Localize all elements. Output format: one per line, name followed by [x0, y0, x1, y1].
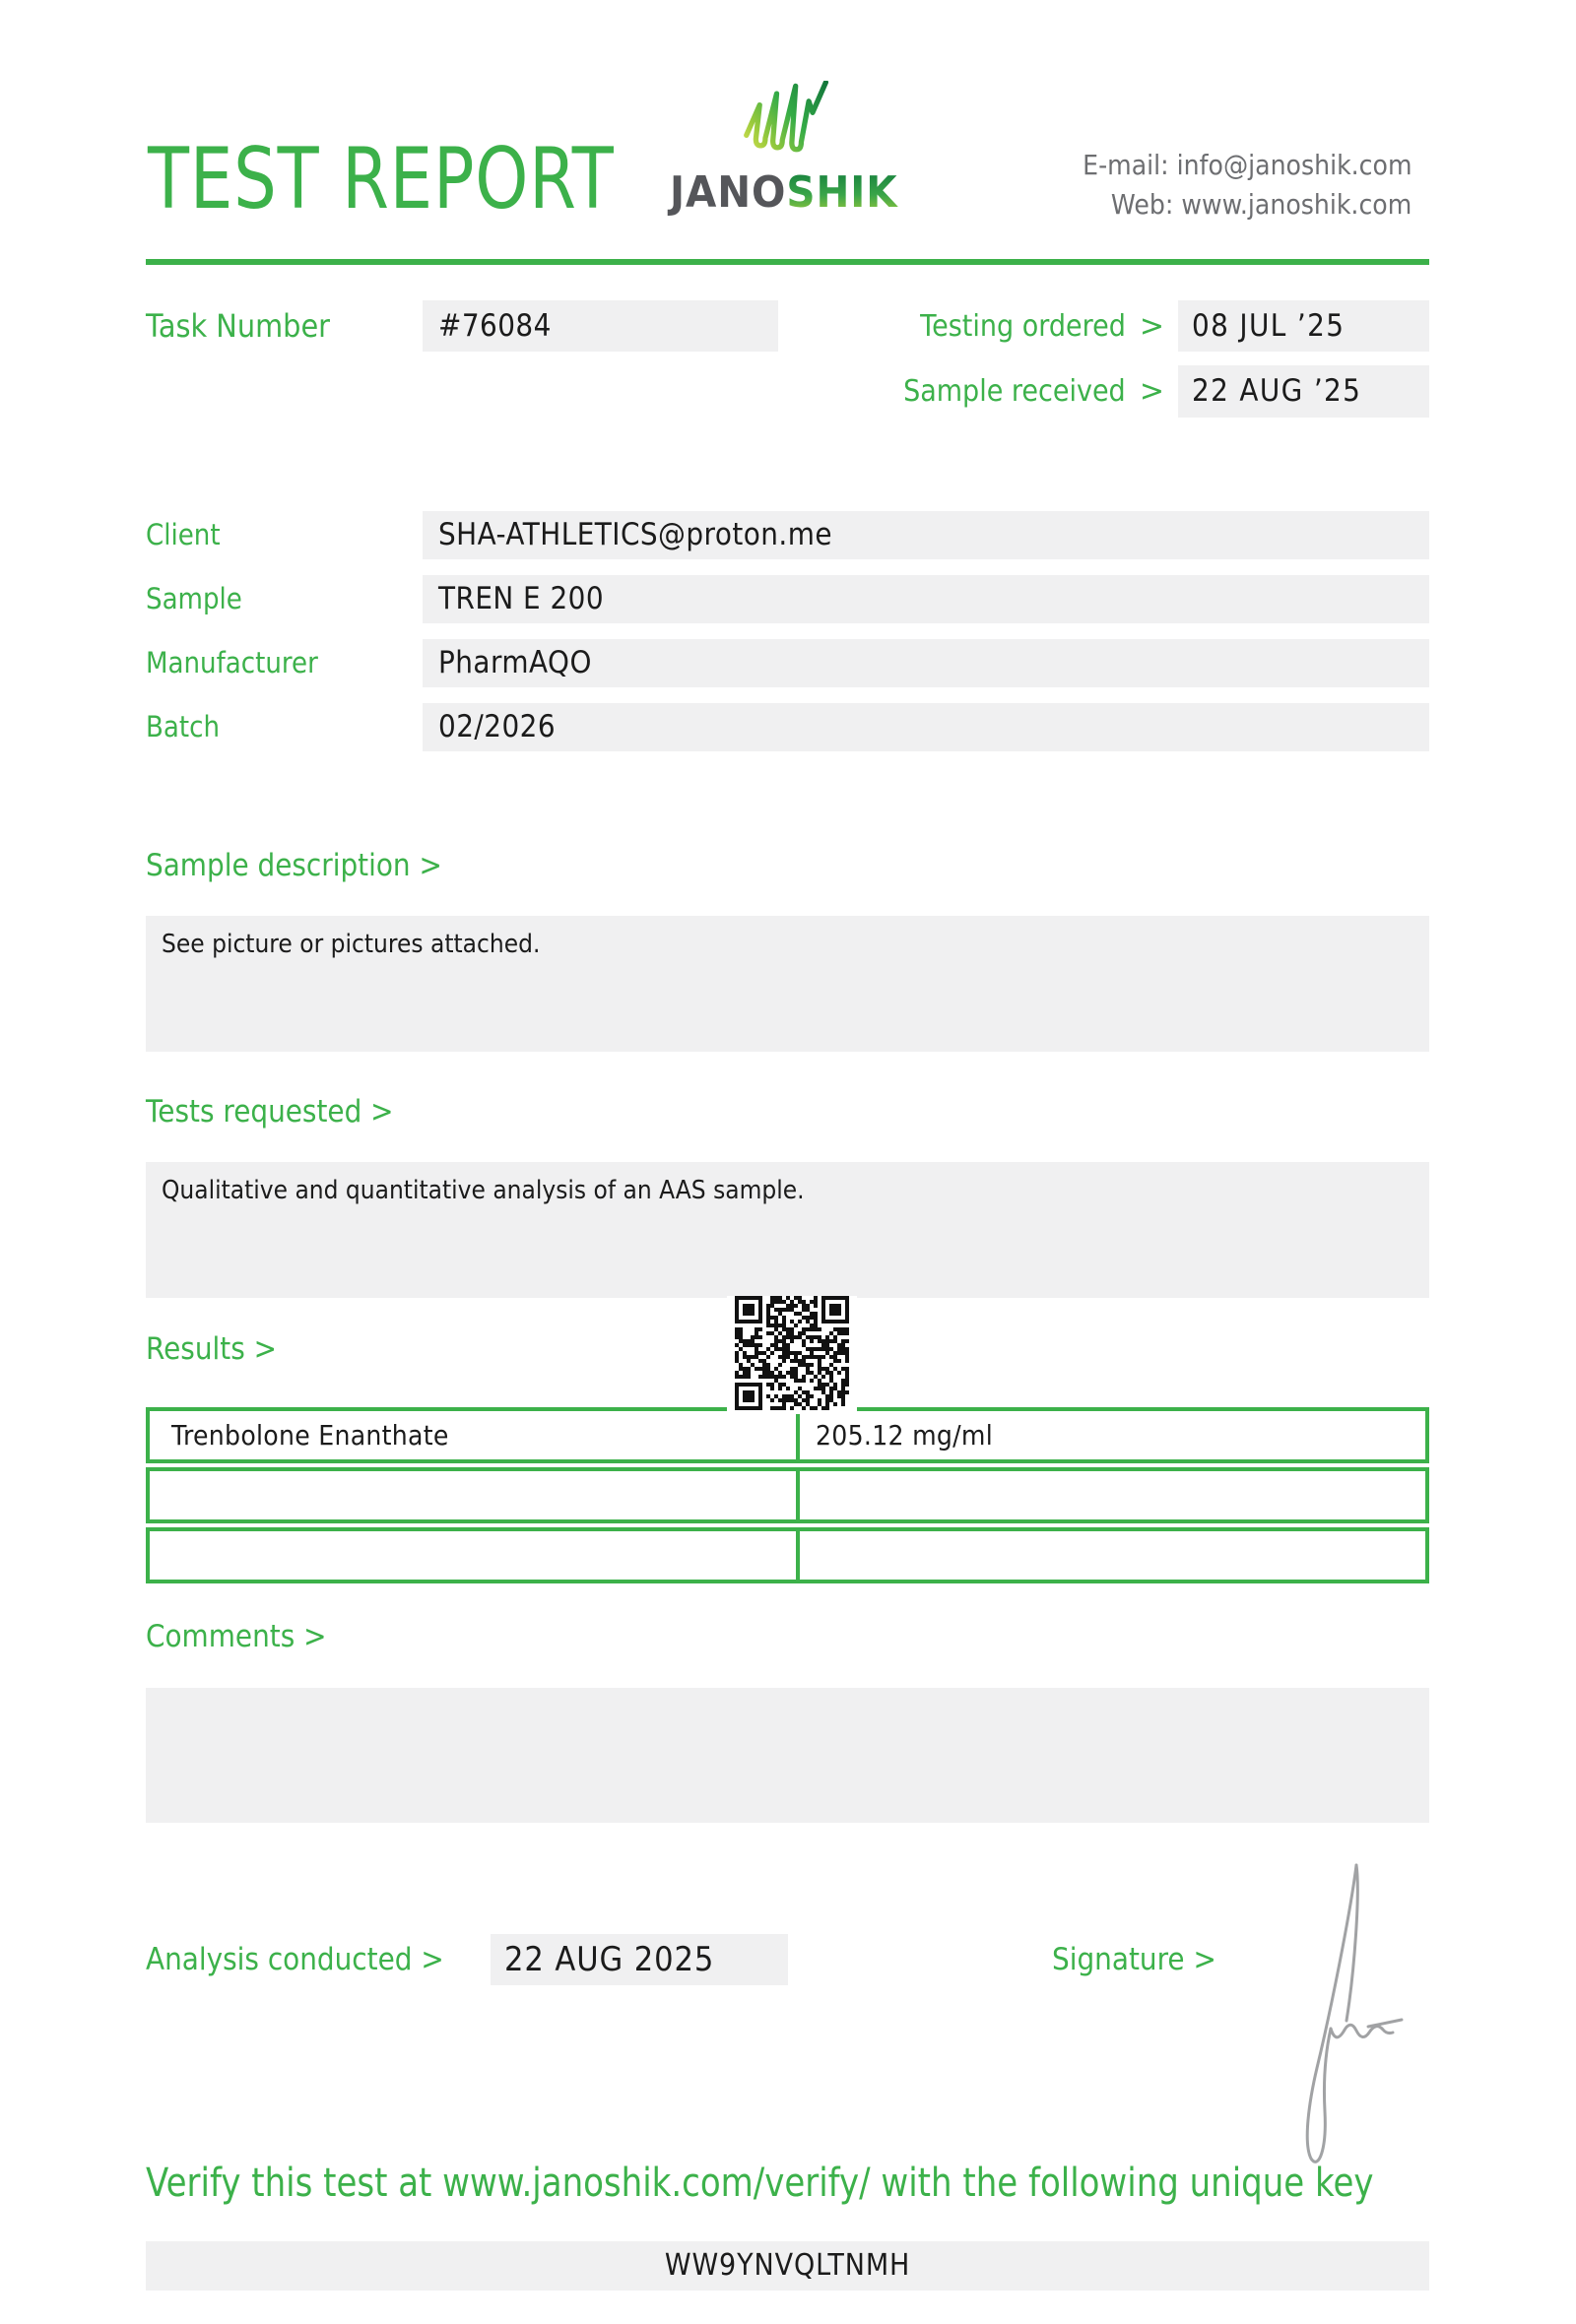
batch-label: Batch	[146, 710, 221, 743]
sample-received-value: 22 AUG ’25	[1192, 373, 1362, 409]
qr-code	[735, 1296, 849, 1410]
client-label: Client	[146, 518, 221, 551]
page-title: TEST REPORT	[148, 130, 615, 228]
contact-block	[1046, 146, 1412, 225]
sample-value: TREN E 200	[438, 581, 605, 616]
results-table-row	[146, 1527, 1429, 1583]
results-heading: Results >	[146, 1331, 277, 1367]
qr-code-wrap	[727, 1296, 857, 1414]
logo-wordmark	[670, 167, 918, 218]
email-value: info@janoshik.com	[1176, 149, 1412, 181]
analysis-conducted-label: Analysis conducted >	[146, 1942, 444, 1977]
contact-web-line	[1046, 185, 1412, 225]
results-analyte-cell	[150, 1531, 800, 1580]
results-value-cell	[800, 1531, 1425, 1580]
testing-ordered-box	[1178, 300, 1429, 352]
sample-box	[423, 575, 1429, 623]
batch-box	[423, 703, 1429, 751]
sample-label-wrap	[146, 575, 253, 623]
analysis-date-value: 22 AUG 2025	[504, 1940, 715, 1979]
manufacturer-value: PharmAQO	[438, 645, 592, 680]
results-value-cell: 205.12 mg/ml	[816, 1419, 994, 1452]
logo-jano: JANO	[670, 167, 787, 218]
comments-heading: Comments >	[146, 1619, 327, 1654]
batch-label-wrap	[146, 703, 228, 751]
testing-ordered-value: 08 JUL ’25	[1192, 308, 1346, 344]
client-box	[423, 511, 1429, 559]
task-number-value: #76084	[438, 308, 552, 344]
sample-received-label: Sample received	[903, 374, 1126, 409]
signature-scribble	[1266, 1853, 1423, 2188]
manufacturer-label-wrap	[146, 639, 337, 687]
results-analyte-cell	[150, 1471, 800, 1519]
manufacturer-label: Manufacturer	[146, 646, 318, 679]
contact-email-line	[1046, 146, 1412, 185]
signature-label: Signature >	[1052, 1942, 1216, 1977]
tests-requested-box	[146, 1162, 1429, 1298]
client-value: SHA-ATHLETICS@proton.me	[438, 517, 832, 552]
verify-line: Verify this test at www.janoshik.com/verify/ with the following unique key	[146, 2161, 1374, 2206]
task-number-label-wrap	[146, 300, 351, 352]
bar-chart-growth-icon	[741, 81, 835, 160]
sample-description-text: See picture or pictures attached.	[162, 930, 541, 959]
testing-ordered-arrow: >	[1139, 308, 1164, 344]
comments-box	[146, 1688, 1429, 1823]
testing-ordered-label: Testing ordered	[920, 308, 1126, 344]
web-value: www.janoshik.com	[1181, 188, 1412, 221]
sample-received-label-wrap	[837, 365, 1164, 418]
header-divider	[146, 259, 1429, 265]
sample-received-box	[1178, 365, 1429, 418]
web-label: Web:	[1110, 188, 1174, 221]
sample-received-arrow: >	[1139, 374, 1164, 409]
client-label-wrap	[146, 511, 229, 559]
analysis-date-box	[491, 1934, 788, 1985]
sample-label: Sample	[146, 582, 242, 615]
tests-requested-heading: Tests requested >	[146, 1094, 394, 1130]
signature-label-wrap	[1052, 1934, 1234, 1985]
results-table-row	[146, 1407, 1429, 1463]
manufacturer-box	[423, 639, 1429, 687]
task-number-label: Task Number	[146, 307, 331, 345]
batch-value: 02/2026	[438, 709, 557, 744]
results-table-row	[146, 1467, 1429, 1523]
results-analyte-cell: Trenbolone Enanthate	[150, 1411, 800, 1459]
logo-shik: SHIK	[786, 167, 898, 218]
analysis-conducted-label-wrap	[146, 1934, 477, 1985]
testing-ordered-label-wrap	[837, 300, 1164, 352]
sample-description-heading: Sample description >	[146, 848, 442, 883]
sample-description-box	[146, 916, 1429, 1052]
unique-key-value: WW9YNVQLTNMH	[664, 2248, 911, 2283]
email-label: E-mail:	[1082, 149, 1169, 181]
tests-requested-text: Qualitative and quantitative analysis of an AAS sample.	[162, 1176, 805, 1205]
unique-key-box	[146, 2241, 1429, 2291]
results-value-cell	[800, 1471, 1425, 1519]
task-number-box	[423, 300, 778, 352]
